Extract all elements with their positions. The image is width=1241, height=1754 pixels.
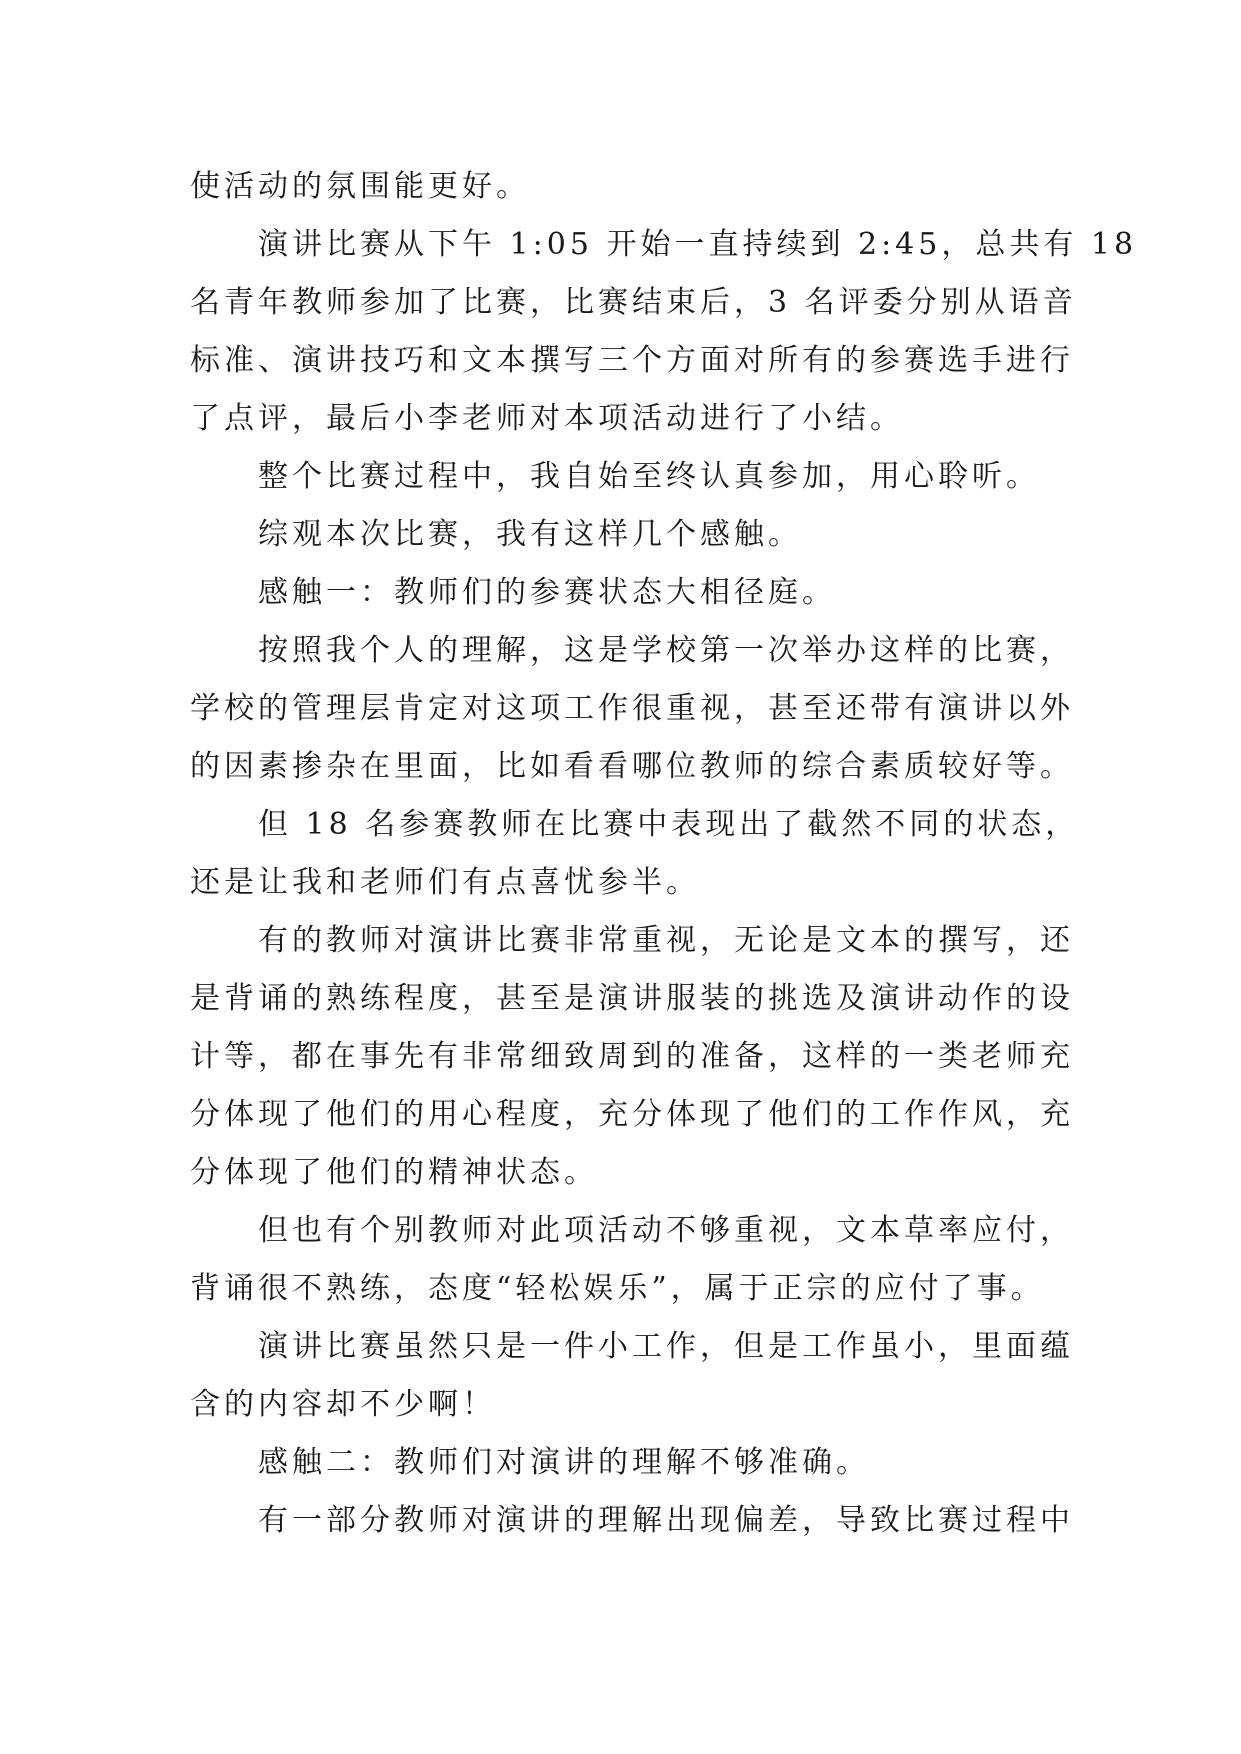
text-line: 感触二：教师们对演讲的理解不够准确。 xyxy=(258,1445,870,1480)
text-line: 含的内容却不少啊！ xyxy=(190,1387,496,1422)
text-line: 还是让我和老师们有点喜忧参半。 xyxy=(190,865,700,900)
text-line: 但也有个别教师对此项活动不够重视，文本草率应付， xyxy=(258,1213,1074,1248)
text-line: 的因素掺杂在里面，比如看看哪位教师的综合素质较好等。 xyxy=(190,749,1074,784)
text-line: 有一部分教师对演讲的理解出现偏差，导致比赛过程中 xyxy=(258,1503,1074,1538)
text-line: 分体现了他们的精神状态。 xyxy=(190,1155,598,1190)
text-line: 是背诵的熟练程度，甚至是演讲服装的挑选及演讲动作的设 xyxy=(190,981,1074,1016)
text-line: 分体现了他们的用心程度，充分体现了他们的工作作风，充 xyxy=(190,1097,1074,1132)
text-line: 整个比赛过程中，我自始至终认真参加，用心聆听。 xyxy=(258,459,1040,494)
text-line: 标准、演讲技巧和文本撰写三个方面对所有的参赛选手进行 xyxy=(190,343,1074,378)
body-text xyxy=(190,158,1138,1550)
text-line: 演讲比赛从下午 1:05 开始一直持续到 2:45，总共有 18 xyxy=(258,227,1138,262)
text-line: 学校的管理层肯定对这项工作很重视，甚至还带有演讲以外 xyxy=(190,691,1074,726)
text-line: 有的教师对演讲比赛非常重视，无论是文本的撰写，还 xyxy=(258,923,1074,958)
text-line: 了点评，最后小李老师对本项活动进行了小结。 xyxy=(190,401,904,436)
text-line: 综观本次比赛，我有这样几个感触。 xyxy=(258,517,802,552)
text-line: 使活动的氛围能更好。 xyxy=(190,169,530,204)
text-line: 感触一：教师们的参赛状态大相径庭。 xyxy=(258,575,836,610)
text-line: 背诵很不熟练，态度“轻松娱乐”，属于正宗的应付了事。 xyxy=(190,1271,1045,1306)
text-line: 但 18 名参赛教师在比赛中表现出了截然不同的状态， xyxy=(258,807,1080,842)
text-line: 演讲比赛虽然只是一件小工作，但是工作虽小，里面蕴 xyxy=(258,1329,1074,1364)
text-line: 名青年教师参加了比赛，比赛结束后，3 名评委分别从语音 xyxy=(190,285,1077,320)
text-line: 计等，都在事先有非常细致周到的准备，这样的一类老师充 xyxy=(190,1039,1074,1074)
text-line: 按照我个人的理解，这是学校第一次举办这样的比赛， xyxy=(258,633,1074,668)
